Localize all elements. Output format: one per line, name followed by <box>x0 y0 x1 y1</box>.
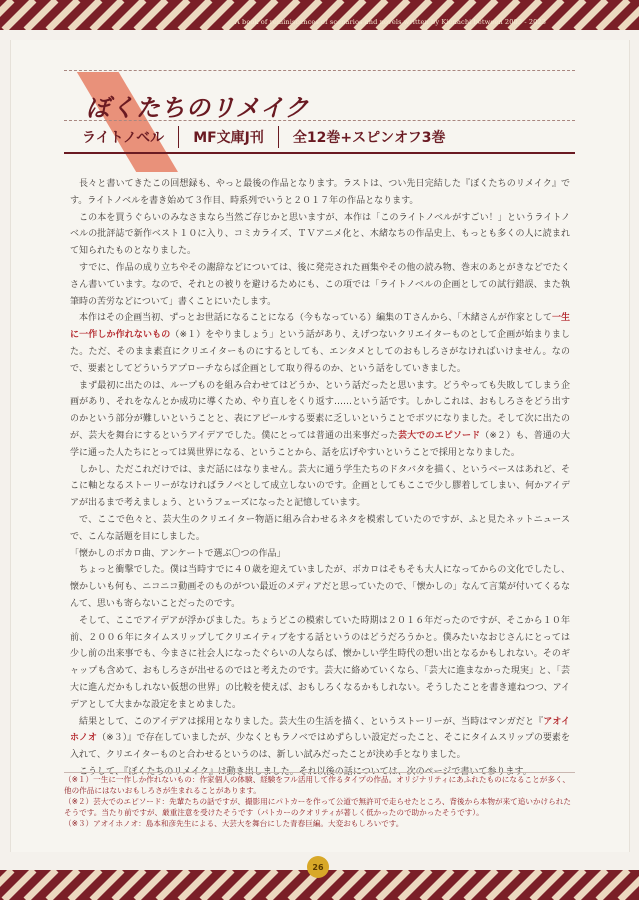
subtitle-publisher: MF文庫J刊 <box>193 130 264 146</box>
paragraph-text: そして、ここでアイデアが浮かびました。ちょうどこの模索していた時期は２０１６年だったのですが、そこから１０年前、２００６年にタイムスリップしてクリエイティブをする話というのはどうだろうかと。僕みたいなおじさんにとっては少し前の出来事でも、今まさに社会人になったぐらいの人ならば、懐かしい学生時代の想い出となるかもしれない。そのギャップも含めて、おもしろさが出せるのではと考えたのです。芸大に絡めていくなら、「芸大に進まなかった現実」と、「芸大に進んだかもしれない仮想の世界」の比較を使えば、おもしろくなるかもしれない。そうしたことを書き連ねつつ、アイデアとして大まかな設定をまとめました。 <box>70 615 570 710</box>
body-paragraph <box>70 562 570 612</box>
title-rule-mid <box>64 120 575 121</box>
article-title: ぼくたちのリメイク <box>86 93 310 122</box>
paragraph-text: 本作はその企画当初、ずっとお世話になることになる（今もなっている）編集のＴさんから、「木緒さんが作家として <box>79 313 552 324</box>
subtitle-divider <box>178 126 179 148</box>
paragraph-text: 結果として、このアイデアは採用となりました。芸大生の生活を描く、というストーリーが、当時はマンガだと『 <box>79 716 544 727</box>
paragraph-text: 「懐かしのボカロ曲、アンケートで選ぶ〇つの作品」 <box>70 548 286 559</box>
body-paragraph <box>70 176 570 210</box>
paragraph-text: 長々と書いてきたこの回想録も、やっと最後の作品となります。ラストは、つい先日完結した『ぼくたちのリメイク』です。ライトノベルを書き始めて３作目、時系列でいうと２０１７年の作品となります。 <box>70 179 570 206</box>
body-paragraph <box>70 462 570 512</box>
footnote-2: （※２）芸大でのエピソード：先輩たちの話ですが、撮影用にパトカーを作って公道で無許可で走らせたところ、背後から本物が来て追いかけられたそうです。当たり前ですが、厳重注意を受けたそうです（パトカーのクオリティが著しく低かったので助かったそうです）。 <box>64 797 571 817</box>
footnotes <box>64 774 572 829</box>
header-caption: A book of reminiscences of scenarios and novels written by Kionachi between 2003 - 2023 <box>234 18 547 26</box>
highlighted-term: アオイホノオ <box>70 716 570 744</box>
paragraph-text: すでに、作品の成り立ちやその謝辞などについては、後に発売された画集やその他の読み物、巻末のあとがきなどでたくさん書いています。なので、それとの被りを避けるためにも、この項では「ライトノベルの企画としての試行錯誤、また執筆時の苦労などについて」書くことにいたします。 <box>70 262 570 307</box>
paragraph-text: こうして、『ぼくたちのリメイク』は動き出しました。それ以後の話については、次のページで書いて参ります。 <box>79 766 532 777</box>
paragraph-text: この本を買うぐらいのみなさまなら当然ご存じかと思いますが、本作は「このライトノベルがすごい！」というライトノベルの批評誌で新作ベスト１０に入り、コミカライズ、ＴＶアニメ化と、木緒なちの作品史上、もっとも多くの人に読まれて知られたものとなりました。 <box>70 212 570 257</box>
title-rule-top <box>64 70 575 71</box>
article-body <box>70 176 570 781</box>
body-paragraph <box>70 210 570 260</box>
subtitle-underline <box>64 152 575 154</box>
subtitle-row <box>82 125 445 149</box>
body-paragraph <box>70 260 570 310</box>
body-paragraph <box>70 310 570 377</box>
paragraph-text: で、ここで色々と、芸大生のクリエイター物語に組み合わせるネタを模索していたのですが、ふと見たネットニュースで、こんな話題を目にしました。 <box>70 514 570 542</box>
subtitle-volumes: 全12巻+スピンオフ3巻 <box>292 130 446 146</box>
footnote-1: （※１）一生に一作しか作れないもの：作家個人の体験、経験をフル活用して作るタイプの作品。オリジナリティにあふれたものになることが多く、他の作品にはないおもしろさが生まれることがあります。 <box>64 775 570 795</box>
paragraph-text: まず最初に出たのは、ループものを組み合わせてはどうか、という話だったと思います。どうやっても失敗してしまう企画があり、それをなんとか成功に導くため、やり直しをくり返す……という話です。しかしこれは、おもしろさをどう出すのかという部分が難しいということと、表にアピールする要素に乏しいということでボツになりました。そして次に出たのが、芸大を舞台にするというアイデアでした。僕にとっては普通の出来事だった <box>70 380 570 441</box>
paragraph-text: しかし、ただこれだけでは、まだ話にはなりません。芸大に通う学生たちのドタバタを描く、というベースはあれど、そこに軸となるストーリーがなければラノベとして成立しないのです。企画としてもここで少し膠着してしまい、何かアイデアが出るまで考えましょう、というフェーズになったと記憶しています。 <box>70 464 570 509</box>
page-number: 26 <box>307 856 329 878</box>
body-paragraph <box>70 714 570 764</box>
footnote-3: （※３）アオイホノオ：島本和彦先生による、大芸大を舞台にした青春巨編。大変おもしろいです。 <box>64 819 404 828</box>
paragraph-text: （※１）をやりましょう」という話があり、えげつないクリエイターものとして企画が始まりました。ただ、そのまま素直にクリエイターものにするとしても、エンタメとしてのおもしろさがなければいけません。なので、要素としてどういうアプローチならば企画として取り得るのか、という話をしていきました。 <box>70 330 570 374</box>
paragraph-text: （※３）』で存在していましたが、少なくともラノベではめずらしい設定だったこと、そこにタイムスリップの要素を入れて、クリエイターものと合わせるというのは、新しい試みだったことが決め手となりました。 <box>70 733 570 761</box>
footnotes-rule <box>64 772 575 773</box>
highlighted-term: 一生に一作しか作れないもの <box>70 313 570 341</box>
subtitle-genre: ライトノベル <box>82 130 165 146</box>
paragraph-text: ちょっと衝撃でした。僕は当時すでに４０歳を迎えていましたが、ボカロはそもそも大人になってからの文化でしたし、懐かしいも何も、ニコニコ動画そのものがつい最近のメディアだと思っていたので、「懐かしの」なんて言葉が付いてくるなんて、思いも寄らないことだったのです。 <box>70 565 570 609</box>
highlighted-term: 芸大でのエピソード <box>398 430 481 441</box>
body-paragraph <box>70 378 570 462</box>
body-paragraph <box>70 613 570 714</box>
subtitle-divider <box>278 126 279 148</box>
paragraph-text: （※２）も、普通の大学に通った人たちにとっては異世界になる、ということから、話を広げやすいということで採用となりました。 <box>70 430 570 458</box>
body-paragraph <box>70 512 570 546</box>
body-paragraph <box>70 546 570 563</box>
